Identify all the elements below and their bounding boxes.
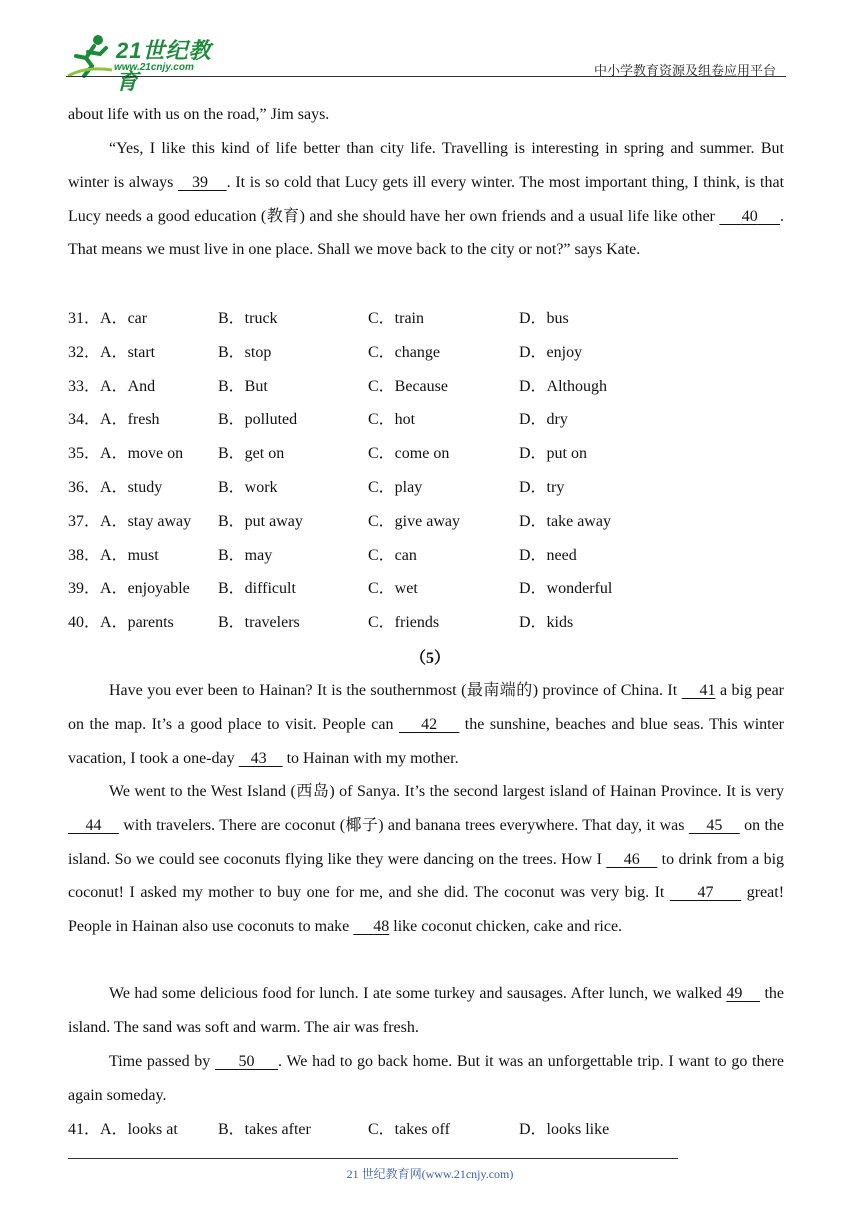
option-d: D．need <box>519 546 577 564</box>
question-number: 40． <box>68 614 101 632</box>
footer-divider <box>68 1158 678 1159</box>
paragraph-text: the island. The sand was soft and warm. The air was fresh. <box>68 985 785 1036</box>
option-b: B．stop <box>218 343 272 361</box>
question-number: 37． <box>68 512 101 530</box>
option-a <box>68 336 155 370</box>
paragraph-text: We went to the West Island (西岛) of Sanya. It’s the second largest island of Hainan Province. It is very <box>109 783 784 800</box>
blank-40 <box>719 208 780 225</box>
blank-41 <box>682 682 716 699</box>
blank-number: 49 <box>726 985 743 1002</box>
option-b: B．work <box>218 478 278 496</box>
passage-paragraph <box>68 132 784 267</box>
option-b: B．travelers <box>218 614 300 632</box>
option-c: C．play <box>368 478 423 496</box>
blank-number: 46 <box>623 850 640 868</box>
paragraph-text: We had some delicious food for lunch. I ate some turkey and sausages. After lunch, we walked <box>109 985 727 1002</box>
option-a-text: A．study <box>100 478 163 496</box>
option-d: D．put on <box>519 445 588 463</box>
blank-number: 40 <box>741 207 758 225</box>
option-d: D．take away <box>519 512 611 530</box>
paragraph-text: . It is so cold that Lucy gets ill every winter. The most important thing, I think, is that Lucy needs a good education (教育) and she should have her own friends and a usual life like other <box>68 173 785 225</box>
option-a-text: A．move on <box>100 445 184 463</box>
option-a-text: A．enjoyable <box>100 580 190 598</box>
blank-number: 39 <box>191 173 208 191</box>
question-number: 39． <box>68 580 101 598</box>
section-title: （5） <box>409 650 450 667</box>
paragraph-text: like coconut chicken, cake and rice. <box>389 918 623 936</box>
option-c: C．takes off <box>368 1121 450 1138</box>
option-a-text: A．And <box>100 377 156 395</box>
option-c: C．wet <box>368 580 418 598</box>
option-b: B．may <box>218 546 273 564</box>
passage-paragraph <box>68 1045 784 1113</box>
paragraph-text: to Hainan with my mother. <box>282 749 459 767</box>
option-a <box>68 539 159 573</box>
blank-39 <box>178 174 227 191</box>
option-b: B．get on <box>218 445 285 463</box>
header-divider <box>66 76 786 77</box>
passage-paragraph <box>68 775 784 944</box>
passage-paragraph <box>68 977 784 1045</box>
option-d: D．looks like <box>519 1121 610 1138</box>
option-b: B．put away <box>218 512 303 530</box>
option-a <box>68 505 191 539</box>
paragraph-text: about life with us on the road,” Jim says. <box>68 106 330 123</box>
question-number: 36． <box>68 478 101 496</box>
question-number: 35． <box>68 445 101 463</box>
blank-42 <box>399 716 459 733</box>
blank-43 <box>239 750 283 767</box>
header-platform-text: 中小学教育资源及组卷应用平台 <box>593 63 776 78</box>
logo-title: 21世纪教育 <box>116 38 212 94</box>
option-c: C．give away <box>368 512 460 530</box>
blank-50 <box>215 1053 278 1070</box>
question-number: 38． <box>68 546 101 564</box>
paragraph-text: a big pear on the map. It’s a good place to visit. People can <box>68 682 784 733</box>
option-b: B．difficult <box>218 580 296 598</box>
option-b: B．polluted <box>218 411 298 429</box>
passage-paragraph <box>68 98 784 132</box>
option-a-text: A．start <box>100 343 156 361</box>
blank-number: 44 <box>85 816 102 834</box>
footer-text: 21 世纪教育网(www.21cnjy.com) <box>346 1167 514 1181</box>
option-a-text: A．parents <box>100 614 174 632</box>
option-a-text: A．fresh <box>100 411 160 429</box>
option-a-text: A．car <box>100 310 148 327</box>
option-a <box>68 302 147 336</box>
option-a <box>68 437 183 471</box>
option-c: C．Because <box>368 377 448 395</box>
option-b: B．But <box>218 377 268 395</box>
blank-44 <box>68 817 119 834</box>
option-a-text: A．looks at <box>100 1121 178 1138</box>
option-d: D．bus <box>519 310 569 327</box>
option-b: B．takes after <box>218 1121 311 1138</box>
option-a-text: A．must <box>100 546 159 564</box>
option-a <box>68 403 160 437</box>
question-number: 41． <box>68 1121 101 1138</box>
question-number: 33． <box>68 377 101 395</box>
option-c: C．change <box>368 343 440 361</box>
paragraph-text: great! People in Hainan also use coconuts to make <box>68 884 785 936</box>
option-a <box>68 370 155 404</box>
option-a <box>68 1113 178 1147</box>
option-a <box>68 471 162 505</box>
paragraph-text: . We had to go back home. But it was an unforgettable trip. I want to go there again someday. <box>68 1053 785 1104</box>
option-a <box>68 572 190 606</box>
paragraph-text: to drink from a big coconut! I asked my mother to buy one for me, and she did. The coconut was very big. It <box>68 850 785 902</box>
paragraph-text: with travelers. There are coconut (椰子) and banana trees everywhere. That day, it was <box>118 816 689 834</box>
option-c: C．train <box>368 310 424 327</box>
blank-47 <box>670 884 741 901</box>
option-d: D．wonderful <box>519 580 613 598</box>
option-d: D．Although <box>519 377 608 395</box>
passage-paragraph <box>68 674 784 775</box>
paragraph-text: the sunshine, beaches and blue seas. This winter vacation, I took a one-day <box>68 715 785 767</box>
option-b: B．truck <box>218 310 278 327</box>
option-c: C．come on <box>368 445 450 463</box>
question-number: 32． <box>68 343 101 361</box>
blank-number: 41 <box>699 682 716 699</box>
blank-48 <box>353 918 389 935</box>
paragraph-text: on the island. So we could see coconuts flying like they were dancing on the trees. How I <box>68 816 785 868</box>
option-d: D．try <box>519 478 565 496</box>
logo-url: www.21cnjy.com <box>114 62 194 73</box>
blank-number: 45 <box>706 816 723 834</box>
paragraph-text: Have you ever been to Hainan? It is the southernmost (最南端的) province of China. It <box>109 682 682 699</box>
site-logo <box>66 32 231 94</box>
blank-number: 47 <box>697 884 714 902</box>
option-a-text: A．stay away <box>100 512 192 530</box>
question-number: 31． <box>68 310 101 327</box>
option-d: D．dry <box>519 411 568 429</box>
runner-logo-icon <box>66 32 116 78</box>
paragraph-text: . That means we must live in one place. Shall we move back to the city or not?” says Kate. <box>68 207 785 259</box>
option-c: C．hot <box>368 411 416 429</box>
blank-number: 50 <box>238 1053 255 1070</box>
blank-49 <box>726 985 760 1002</box>
option-d: D．kids <box>519 614 574 632</box>
paragraph-text: “Yes, I like this kind of life better than city life. Travelling is interesting in spring and summer. But winter is always <box>68 140 784 191</box>
blank-45 <box>689 817 740 834</box>
blank-number: 48 <box>373 918 390 936</box>
option-d: D．enjoy <box>519 343 583 361</box>
paragraph-text: Time passed by <box>109 1053 215 1070</box>
option-c: C．friends <box>368 614 440 632</box>
blank-number: 43 <box>250 749 267 767</box>
option-c: C．can <box>368 546 417 564</box>
blank-number: 42 <box>421 715 438 733</box>
blank-46 <box>606 851 657 868</box>
option-a <box>68 606 174 640</box>
question-number: 34． <box>68 411 101 429</box>
